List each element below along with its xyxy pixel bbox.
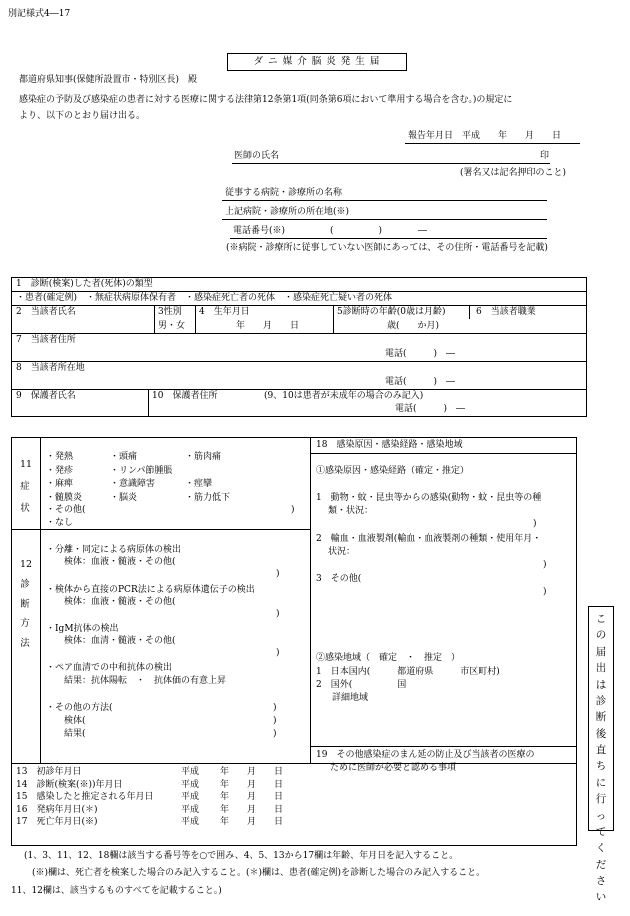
date-eras: 平成 平成 平成 平成 平成 — [181, 767, 200, 828]
intro-line-1: 感染症の予防及び感染症の患者に対する医療に関する法律第12条第1項(同条第6項において準用する場合を含む。)の規定に — [19, 95, 513, 105]
phone-note: (※病院・診療所に従事していない医師にあっては、その住所・電話番号を記載) — [226, 243, 548, 253]
symptom-other[interactable]: ・その他( — [46, 505, 86, 515]
method-2[interactable]: ・検体から直接のPCR法による病原体遺伝子の検出 — [46, 585, 255, 595]
s3-value[interactable]: 男・女 — [158, 321, 186, 331]
method-3-close: ) — [276, 648, 280, 658]
route-1-close: ) — [533, 519, 537, 529]
s4-label: 4 生年月日 — [199, 307, 250, 317]
infection-route-heading[interactable]: ①感染原因・感染経路（確定・推定） — [316, 466, 470, 476]
s4-value[interactable]: 年 月 日 — [236, 321, 300, 331]
report-date[interactable]: 報告年月日 平成 年 月 日 — [408, 131, 562, 141]
method-5-close: ) — [273, 703, 277, 713]
s1-label: 1 診断(検案)した者(死体)の類型 — [16, 279, 153, 289]
route-2-line-1[interactable]: 2 輸血・血液製剤(輸血・血液製剤の種類・使用年月・ — [316, 534, 542, 544]
method-1[interactable]: ・分離・同定による病原体の検出 — [46, 545, 182, 555]
footnote-2: (※)欄は、死亡者を検案した場合のみ記入すること。(＊)欄は、患者(確定例)を診断した場合のみ記入すること。 — [32, 868, 486, 878]
s7-label[interactable]: 7 当該者住所 — [16, 335, 76, 345]
doctor-name-label: 医師の氏名 — [234, 151, 280, 161]
route-1-line-1[interactable]: 1 動物・蚊・昆虫等からの感染(動物・蚊・昆虫等の種 — [316, 493, 542, 503]
s19-line-1[interactable]: 19 その他感染症のまん延の防止及び当該者の医療の — [316, 750, 535, 760]
symptom-none[interactable]: ・なし — [46, 518, 74, 528]
infection-region-heading[interactable]: ②感染地域（ 確定 ・ 推定 ） — [316, 653, 461, 663]
method-3-sample[interactable]: 検体：血清・髄液・その他( — [64, 636, 176, 646]
s3-label: 3性別 — [158, 307, 182, 317]
side-note: こ の 届 出 は 診 断 後 直 ち に 行 っ て く だ さ い — [588, 606, 614, 831]
phone-label[interactable]: 電話番号(※) — [233, 226, 286, 236]
method-4-result[interactable]: 結果：抗体陽転 ・ 抗体価の有意上昇 — [64, 676, 227, 686]
symptom-other-close: ) — [291, 505, 295, 515]
footnote-1: (1、3、11、12、18欄は該当する番号等を○で囲み、4、5、13から17欄は年齢、年月日を記入すること。 — [24, 851, 459, 861]
method-4[interactable]: ・ペア血清での中和抗体の検出 — [46, 663, 173, 673]
s11-label: 11 症 状 — [20, 459, 33, 514]
intro-line-2: より、以下のとおり届け出る。 — [19, 111, 146, 121]
s6-label[interactable]: 6 当該者職業 — [476, 307, 536, 317]
date-values[interactable]: 年 月 日 年 月 日 年 月 日 年 月 日 年 月 日 — [220, 767, 284, 828]
method-2-sample[interactable]: 検体：血液・髄液・その他( — [64, 597, 176, 607]
region-detail[interactable]: 詳細地域 — [332, 693, 369, 703]
method-5-sample[interactable]: 検体( — [64, 716, 86, 726]
route-1-line-2[interactable]: 類・状況： — [328, 506, 374, 516]
s8-tel[interactable]: 電話( ) ― — [385, 377, 456, 387]
hospital-address-label[interactable]: 上記病院・診療所の所在地(※) — [225, 207, 350, 217]
s19-line-2: ために医師が必要と認める事項 — [330, 763, 457, 773]
footnote-3: 11、12欄は、該当するものすべてを記載すること。) — [11, 886, 222, 896]
s10-tel[interactable]: 電話( ) ― — [395, 404, 466, 414]
s10-note: (9、10は患者が未成年の場合のみ記入) — [264, 391, 424, 401]
route-3-close: ) — [543, 587, 547, 597]
s7-tel[interactable]: 電話( ) ― — [385, 349, 456, 359]
s8-label[interactable]: 8 当該者所在地 — [16, 363, 85, 373]
method-5-result[interactable]: 結果( — [64, 729, 86, 739]
s5-value[interactable]: 歳( か月) — [387, 321, 440, 331]
region-japan[interactable]: 1 日本国内( 都道府県 市区町村) — [316, 667, 500, 677]
route-2-line-2[interactable]: 状況： — [328, 547, 356, 557]
method-5-result-close: ) — [273, 729, 277, 739]
route-3[interactable]: 3 その他( — [316, 574, 362, 584]
method-5[interactable]: ・その他の方法( — [46, 703, 113, 713]
method-3[interactable]: ・IgM抗体の検出 — [46, 624, 119, 634]
seal-note: (署名又は記名押印のこと) — [460, 168, 567, 178]
hospital-name-label[interactable]: 従事する病院・診療所の名称 — [225, 188, 343, 198]
s1-options[interactable]: ・患者(確定例) ・無症状病原体保有者 ・感染症死亡者の死体 ・感染症死亡疑い者の死体 — [16, 293, 393, 303]
addressee: 都道府県知事(保健所設置市・特別区長) 殿 — [19, 75, 198, 85]
s2-label[interactable]: 2 当該者氏名 — [16, 307, 76, 317]
symptom-col-2[interactable]: ・頭痛 ・リンパ節腫脹 ・意識障害 ・脳炎 — [110, 452, 173, 503]
method-1-close: ) — [276, 569, 280, 579]
symptom-col-3[interactable]: ・筋肉痛 ・痙攣 ・筋力低下 — [185, 452, 231, 503]
symptom-col-1[interactable]: ・発熱 ・発疹 ・麻痺 ・髄膜炎 — [46, 452, 83, 503]
date-labels[interactable]: 13 初診年月日 14 診断(検案(※))年月日 15 感染したと推定される年月日 16 発病年月日(＊) 17 死亡年月日(※) — [16, 767, 154, 828]
method-1-sample[interactable]: 検体：血液・髄液・その他( — [64, 557, 176, 567]
route-2-close: ) — [543, 560, 547, 570]
s10-label[interactable]: 10 保護者住所 — [152, 391, 218, 401]
s5-label: 5診断時の年齢(0歳は月齢) — [337, 307, 446, 317]
s9-label[interactable]: 9 保護者氏名 — [16, 391, 76, 401]
region-abroad[interactable]: 2 国外( 国 — [316, 680, 407, 690]
s12-label: 12 診 断 方 法 — [20, 559, 33, 650]
form-number: 別記様式4―17 — [8, 9, 71, 19]
seal-mark: 印 — [540, 151, 550, 161]
method-5-sample-close: ) — [273, 716, 277, 726]
phone-blank[interactable]: ( ) ― — [330, 226, 428, 236]
s18-label: 18 感染原因・感染経路・感染地域 — [316, 440, 463, 450]
form-title: ダ ニ 媒 介 脳 炎 発 生 届 — [227, 53, 407, 71]
method-2-close: ) — [276, 609, 280, 619]
